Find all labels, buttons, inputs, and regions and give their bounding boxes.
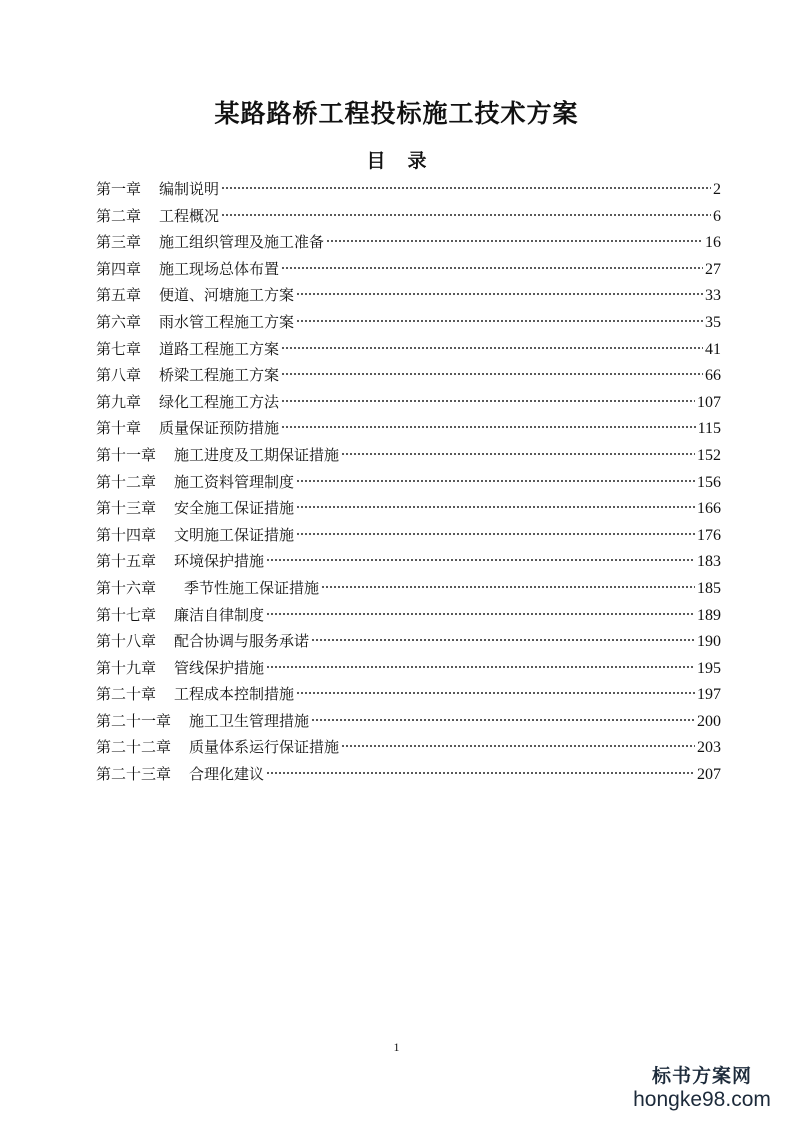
toc-chapter: 第十六章 xyxy=(96,578,157,597)
toc-page-number: 107 xyxy=(697,393,721,411)
toc-leader-dots xyxy=(311,717,695,723)
toc-leader-dots xyxy=(341,451,695,457)
toc-entry[interactable] xyxy=(96,628,721,655)
toc-page-number: 166 xyxy=(697,500,721,518)
toc-entry[interactable] xyxy=(96,495,721,522)
toc-chapter: 第五章 xyxy=(96,286,142,305)
toc-leader-dots xyxy=(341,743,695,749)
toc-entry[interactable] xyxy=(96,761,721,788)
toc-title: 工程成本控制措施 xyxy=(174,685,295,704)
toc-chapter: 第十三章 xyxy=(96,499,157,518)
toc-chapter: 第十七章 xyxy=(96,605,157,624)
toc-chapter: 第三章 xyxy=(96,233,142,252)
toc-page-number: 195 xyxy=(697,659,721,677)
toc-page-number: 2 xyxy=(713,181,721,198)
toc-leader-dots xyxy=(296,478,695,484)
toc-leader-dots xyxy=(221,185,711,191)
toc-title: 配合协调与服务承诺 xyxy=(174,632,310,651)
toc-chapter: 第二章 xyxy=(96,206,142,225)
toc-leader-dots xyxy=(326,238,703,244)
toc-chapter: 第十九章 xyxy=(96,658,157,677)
toc-page-number: 33 xyxy=(705,287,721,305)
toc-title: 廉洁自律制度 xyxy=(174,605,265,624)
toc-entry[interactable] xyxy=(96,415,721,442)
toc-title: 雨水管工程施工方案 xyxy=(159,312,295,331)
toc-entry[interactable] xyxy=(96,256,721,283)
toc-chapter: 第十四章 xyxy=(96,525,157,544)
toc-page-number: 190 xyxy=(697,633,721,651)
watermark-logo xyxy=(627,1064,777,1112)
toc-entry[interactable] xyxy=(96,203,721,230)
toc-page-number: 183 xyxy=(697,553,721,571)
toc-title: 环境保护措施 xyxy=(174,552,265,571)
toc-title: 安全施工保证措施 xyxy=(174,499,295,518)
toc-title: 季节性施工保证措施 xyxy=(184,578,320,597)
toc-title: 绿化工程施工方法 xyxy=(159,392,280,411)
toc-page-number: 197 xyxy=(697,686,721,704)
toc-page-number: 176 xyxy=(697,526,721,544)
toc-chapter: 第十一章 xyxy=(96,445,157,464)
toc-entry[interactable] xyxy=(96,602,721,629)
toc-title: 施工卫生管理措施 xyxy=(189,711,310,730)
toc-leader-dots xyxy=(321,584,695,590)
toc-entry[interactable] xyxy=(96,336,721,363)
table-of-contents xyxy=(96,176,721,788)
toc-entry[interactable] xyxy=(96,362,721,389)
toc-leader-dots xyxy=(296,318,703,324)
toc-leader-dots xyxy=(281,265,703,271)
toc-chapter: 第十五章 xyxy=(96,552,157,571)
toc-leader-dots xyxy=(281,371,703,377)
toc-entry[interactable] xyxy=(96,229,721,256)
toc-chapter: 第二十一章 xyxy=(96,711,172,730)
toc-title: 道路工程施工方案 xyxy=(159,339,280,358)
toc-title: 施工组织管理及施工准备 xyxy=(159,233,325,252)
toc-title: 质量体系运行保证措施 xyxy=(189,738,340,757)
toc-page-number: 189 xyxy=(697,606,721,624)
toc-heading-char-1: 目 xyxy=(366,150,386,172)
toc-leader-dots xyxy=(296,291,703,297)
toc-entry[interactable] xyxy=(96,575,721,602)
toc-entry[interactable] xyxy=(96,522,721,549)
toc-title: 合理化建议 xyxy=(189,765,265,784)
toc-page-number: 203 xyxy=(697,739,721,757)
toc-page-number: 66 xyxy=(705,367,721,385)
toc-title: 质量保证预防措施 xyxy=(159,419,280,438)
watermark-site-url: hongke98.com xyxy=(633,1088,771,1111)
toc-chapter: 第八章 xyxy=(96,366,142,385)
toc-entry[interactable] xyxy=(96,734,721,761)
toc-page-number: 207 xyxy=(697,766,721,784)
toc-title: 便道、河塘施工方案 xyxy=(159,286,295,305)
toc-chapter: 第一章 xyxy=(96,180,142,198)
toc-page-number: 152 xyxy=(697,446,721,464)
toc-entry[interactable] xyxy=(96,442,721,469)
toc-title: 文明施工保证措施 xyxy=(174,525,295,544)
toc-leader-dots xyxy=(281,398,695,404)
toc-chapter: 第十章 xyxy=(96,419,142,438)
toc-page-number: 200 xyxy=(697,712,721,730)
toc-title: 工程概况 xyxy=(159,206,220,225)
toc-entry[interactable] xyxy=(96,708,721,735)
toc-page-number: 35 xyxy=(705,313,721,331)
toc-chapter: 第七章 xyxy=(96,339,142,358)
toc-chapter: 第二十三章 xyxy=(96,765,172,784)
toc-page-number: 6 xyxy=(713,207,721,225)
toc-chapter: 第二十章 xyxy=(96,685,157,704)
toc-page-number: 41 xyxy=(705,340,721,358)
toc-chapter: 第二十二章 xyxy=(96,738,172,757)
toc-leader-dots xyxy=(296,504,695,510)
toc-entry[interactable] xyxy=(96,389,721,416)
toc-leader-dots xyxy=(266,611,695,617)
toc-chapter: 第九章 xyxy=(96,392,142,411)
toc-page-number: 185 xyxy=(697,579,721,597)
toc-title: 编制说明 xyxy=(159,180,220,198)
toc-page-number: 27 xyxy=(705,260,721,278)
toc-title: 施工现场总体布置 xyxy=(159,259,280,278)
toc-title: 施工资料管理制度 xyxy=(174,472,295,491)
toc-page-number: 16 xyxy=(705,234,721,252)
toc-heading-char-2: 录 xyxy=(407,150,427,172)
watermark-site-name: 标书方案网 xyxy=(651,1065,752,1087)
toc-leader-dots xyxy=(281,424,696,430)
page-number: 1 xyxy=(393,1040,400,1054)
toc-entry[interactable] xyxy=(96,309,721,336)
toc-chapter: 第十二章 xyxy=(96,472,157,491)
toc-leader-dots xyxy=(266,557,695,563)
toc-leader-dots xyxy=(266,770,695,776)
toc-leader-dots xyxy=(296,531,695,537)
toc-title: 施工进度及工期保证措施 xyxy=(174,445,340,464)
toc-entry[interactable] xyxy=(96,681,721,708)
toc-page-number: 115 xyxy=(697,420,721,438)
toc-chapter: 第四章 xyxy=(96,259,142,278)
toc-leader-dots xyxy=(281,345,703,351)
toc-entry[interactable] xyxy=(96,176,721,203)
toc-entry[interactable] xyxy=(96,469,721,496)
toc-leader-dots xyxy=(266,664,695,670)
toc-leader-dots xyxy=(221,212,711,218)
toc-entry[interactable] xyxy=(96,655,721,682)
toc-page-number: 156 xyxy=(697,473,721,491)
toc-entry[interactable] xyxy=(96,548,721,575)
document-title: 某路路桥工程投标施工技术方案 xyxy=(214,99,579,128)
toc-title: 桥梁工程施工方案 xyxy=(159,366,280,385)
toc-leader-dots xyxy=(296,690,695,696)
toc-entry[interactable] xyxy=(96,282,721,309)
toc-title: 管线保护措施 xyxy=(174,658,265,677)
toc-leader-dots xyxy=(311,637,695,643)
toc-chapter: 第十八章 xyxy=(96,632,157,651)
toc-chapter: 第六章 xyxy=(96,312,142,331)
toc-heading xyxy=(0,148,793,174)
